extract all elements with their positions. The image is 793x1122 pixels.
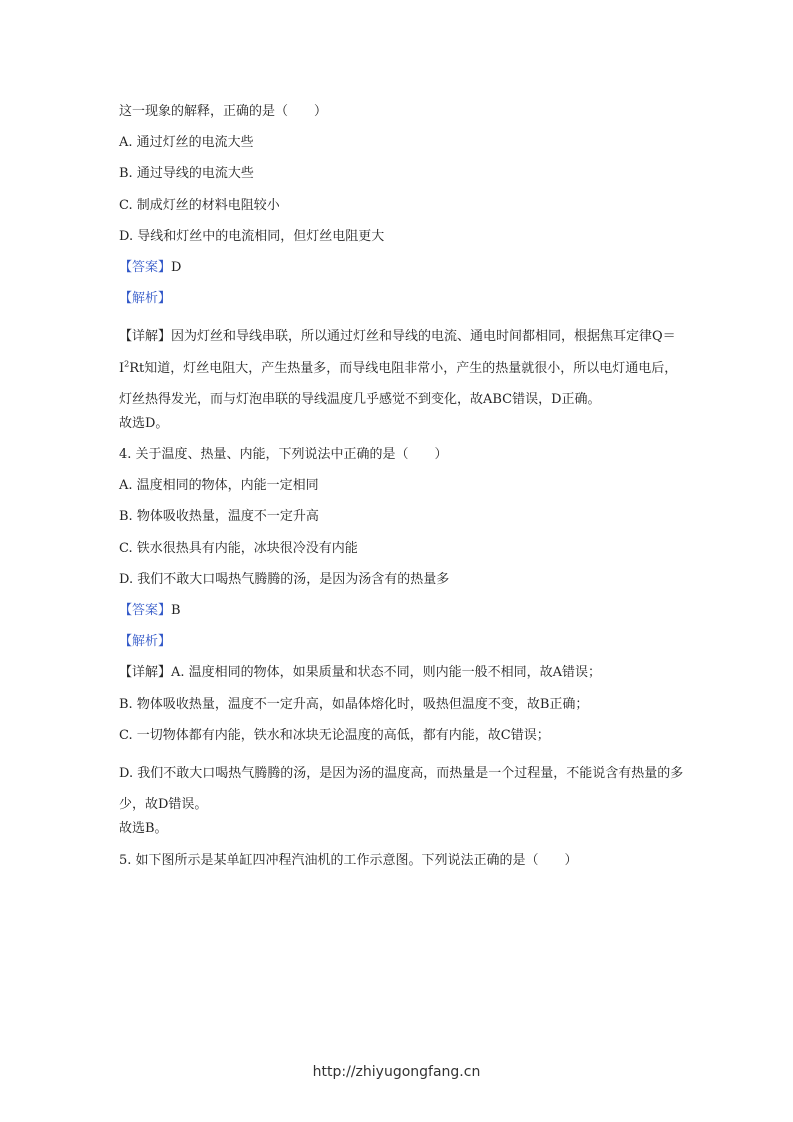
q4-detail-d: D. 我们不敢大口喝热气腾腾的汤，是因为汤的温度高，而热量是一个过程量，不能说含有热量的多少，故D错误。 <box>119 765 684 813</box>
document-body <box>119 103 684 883</box>
q3-option-b: B. 通过导线的电流大些 <box>119 166 254 182</box>
q3-option-d: D. 导线和灯丝中的电流相同，但灯丝电阻更大 <box>119 228 385 244</box>
q4-analysis <box>119 633 684 664</box>
superscript: 2 <box>124 359 130 369</box>
analysis-tag: 【解析】 <box>119 291 172 307</box>
answer-tag: 【答案】 <box>119 259 172 275</box>
footer-url: http://zhiyugongfang.cn <box>312 1064 481 1080</box>
answer-tag: 【答案】 <box>119 603 172 619</box>
answer-value: B <box>171 603 181 619</box>
answer-value: D <box>171 259 182 275</box>
q3-option-c: C. 制成灯丝的材料电阻较小 <box>119 197 280 213</box>
q4-option-a: A. 温度相同的物体，内能一定相同 <box>119 478 319 494</box>
q4-option-b: B. 物体吸收热量，温度不一定升高 <box>119 509 319 525</box>
q4-stem: 4. 关于温度、热量、内能，下列说法中正确的是（ ） <box>119 447 448 463</box>
q3-analysis <box>119 290 684 321</box>
detail-part2: Rt知道，灯丝电阻大，产生热量多，而导线电阻非常小，产生的热量就很小，所以电灯通电后，灯丝热得发光，而与灯泡串联的导线温度几乎感觉不到变化，故ABC错误，D正确。 <box>119 360 678 407</box>
detail-tag: 【详解】 <box>119 329 172 345</box>
q4-detail-b: B. 物体吸收热量，温度不一定升高，如晶体熔化时，吸热但温度不变，故B正确； <box>119 696 589 712</box>
q3-stem: 这一现象的解释，正确的是（ ） <box>119 104 328 119</box>
q4-detail-a <box>119 664 684 695</box>
q3-option-a: A. 通过灯丝的电流大些 <box>119 135 254 151</box>
q4-conclusion: 故选B。 <box>119 821 168 837</box>
detail-tag: 【详解】 <box>119 665 172 681</box>
q3-conclusion: 故选D。 <box>119 415 169 431</box>
detail-line: A. 温度相同的物体，如果质量和状态不同，则内能一般不相同，故A错误； <box>171 665 602 681</box>
q4-option-d: D. 我们不敢大口喝热气腾腾的汤，是因为汤含有的热量多 <box>119 571 450 587</box>
q4-answer <box>119 602 684 633</box>
q3-detail <box>119 321 684 415</box>
q4-option-c: C. 铁水很热具有内能，冰块很冷没有内能 <box>119 540 358 556</box>
analysis-tag: 【解析】 <box>119 634 172 650</box>
q3-answer <box>119 259 684 290</box>
q4-detail-c: C. 一切物体都有内能，铁水和冰块无论温度的高低，都有内能，故C错误； <box>119 727 550 743</box>
detail-part1: 因为灯丝和导线串联，所以通过灯丝和导线的电流、通电时间都相同，根据焦耳定律Q＝I <box>119 329 676 376</box>
q5-stem: 5. 如下图所示是某单缸四冲程汽油机的工作示意图。下列说法正确的是（ ） <box>119 852 578 868</box>
